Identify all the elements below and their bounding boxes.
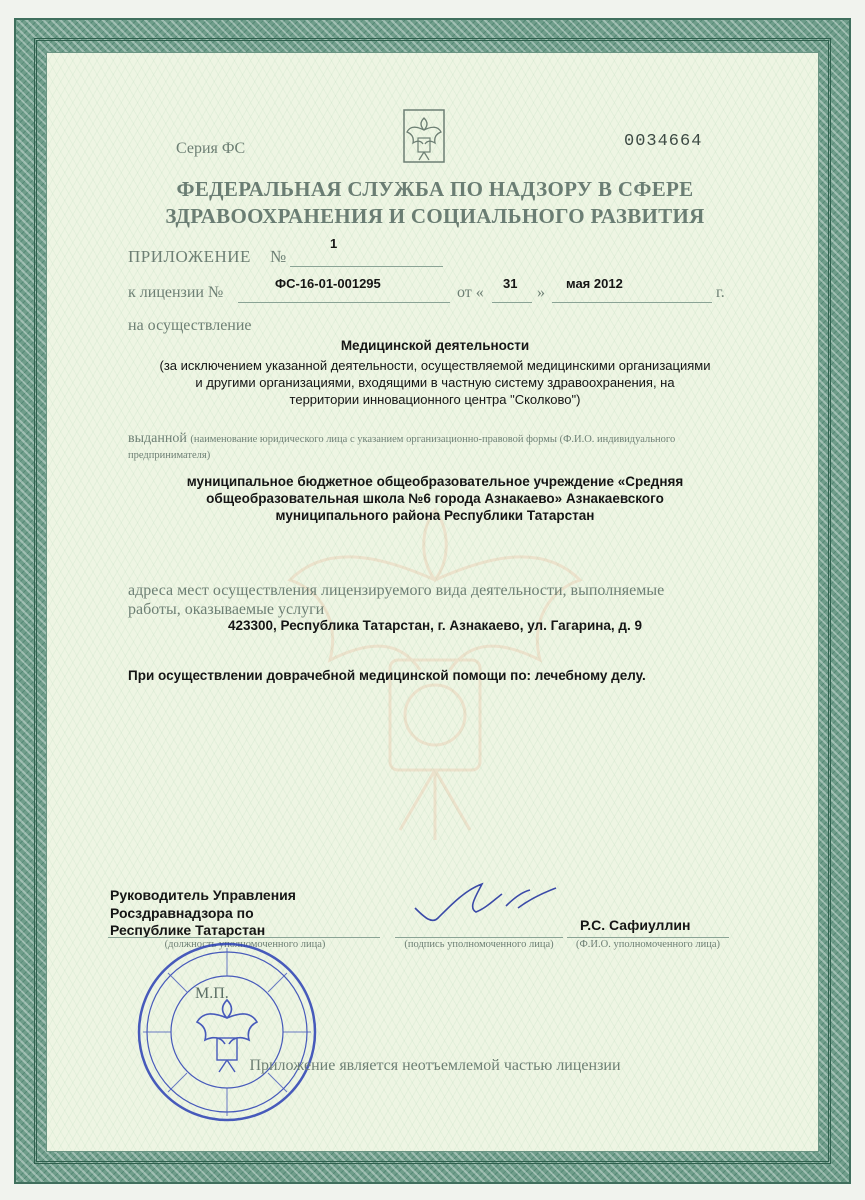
issued-label-row (128, 431, 675, 447)
activity-title: Медицинской деятельности (340, 338, 530, 353)
activity-note-line-1: (за исключением указанной деятельности, осуществляемой медицинскими организациями (159, 358, 711, 373)
organization-name (145, 473, 725, 524)
org-line-1: муниципальное бюджетное общеобразовательное учреждение «Средняя (186, 474, 684, 489)
issued-label: выданной (128, 431, 187, 446)
date-quote-close: » (537, 284, 545, 301)
address-label-line-1: адреса мест осуществления лицензируемого вида деятельности, выполняемые (128, 582, 665, 599)
address-label-line-2: работы, оказываемые услуги (128, 601, 325, 618)
issued-hint: (наименование юридического лица с указанием организационно-правовой формы (Ф.И.О. индивидуального (190, 434, 676, 445)
signer-position-line-1: Руководитель Управления (110, 887, 296, 903)
scope-note: При осуществлении доврачебной медицинской помощи по: лечебному делу. (128, 668, 646, 683)
signature-caption: (подпись уполномоченного лица) (404, 939, 554, 950)
number-sign: № (270, 247, 287, 266)
activity-note-line-2: и другими организациями, входящими в частную систему здравоохранения, на (195, 375, 675, 390)
position-line (108, 937, 380, 938)
footer-note: Приложение является неотъемлемой частью лицензии (249, 1057, 621, 1074)
signature-line (395, 937, 563, 938)
date-month-line (552, 302, 712, 303)
signer-position-line-3: Республике Татарстан (110, 922, 266, 938)
license-number: ФС-16-01-001295 (275, 276, 381, 291)
official-seal-icon (135, 940, 320, 1125)
org-line-2: общеобразовательная школа №6 города Азнакаево» Азнакаевского (206, 491, 664, 506)
date-day: 31 (503, 276, 518, 291)
license-number-line (238, 302, 450, 303)
activity-note-line-3: территории инновационного центра "Сколково") (289, 392, 581, 407)
address-label (128, 581, 748, 619)
org-line-3: муниципального района Республики Татарстан (275, 508, 595, 523)
name-line (567, 937, 729, 938)
handwritten-signature (410, 878, 560, 928)
issuing-authority-title (150, 176, 720, 230)
appendix-number-line (290, 266, 443, 267)
activity-label: на осуществление (128, 317, 252, 334)
header-line-1: ФЕДЕРАЛЬНАЯ СЛУЖБА ПО НАДЗОРУ В СФЕРЕ (176, 177, 694, 201)
series-label: Серия ФС (176, 140, 246, 157)
address-value: 423300, Республика Татарстан, г. Азнакаево, ул. Гагарина, д. 9 (227, 618, 643, 633)
appendix-label: ПРИЛОЖЕНИЕ (128, 247, 251, 266)
signer-position (110, 887, 296, 940)
header-line-2: ЗДРАВООХРАНЕНИЯ И СОЦИАЛЬНОГО РАЗВИТИЯ (165, 204, 705, 228)
name-caption: (Ф.И.О. уполномоченного лица) (576, 939, 720, 950)
signer-position-line-2: Росздравнадзора по (110, 904, 254, 921)
position-caption: (должность уполномоченного лица) (164, 939, 326, 950)
issued-hint-line-2: предпринимателя) (128, 450, 211, 461)
year-suffix: г. (716, 284, 725, 301)
signer-name: Р.С. Сафиуллин (580, 917, 691, 933)
appendix-number: 1 (330, 236, 338, 251)
date-day-line (492, 302, 532, 303)
series-number: 0034664 (624, 132, 703, 151)
stamp-label: М.П. (195, 985, 229, 1002)
activity-note (115, 357, 755, 408)
license-label: к лицензии № (128, 284, 224, 301)
date-from-label: от « (457, 284, 484, 301)
coat-of-arms-icon (402, 108, 446, 164)
eagle-watermark-icon (270, 470, 600, 850)
date-month-year: мая 2012 (566, 276, 623, 291)
